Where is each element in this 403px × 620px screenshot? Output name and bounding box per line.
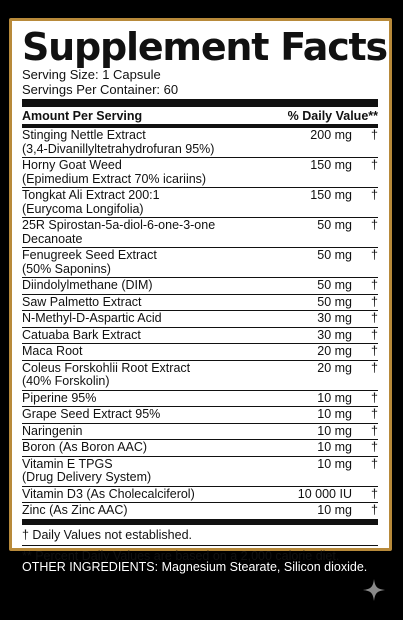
ingredient-row <box>22 328 378 345</box>
ingredient-detail: (Epimedium Extract 70% icariins) <box>22 171 207 186</box>
ingredient-name: Boron (As Boron AAC) <box>22 440 148 454</box>
ingredient-daily-value: † <box>371 456 378 471</box>
ingredient-name-cell <box>22 159 272 186</box>
ingredient-amount: 150 mg <box>310 158 352 172</box>
ingredient-detail: (3,4-Divanillyltetrahydrofuran 95%) <box>22 141 215 156</box>
ingredient-name: Fenugreek Seed Extract <box>22 248 157 262</box>
ingredient-name-cell <box>22 312 272 326</box>
ingredient-row <box>22 487 378 504</box>
ingredient-row <box>22 128 378 158</box>
ingredient-daily-value: † <box>371 248 378 262</box>
ingredient-name-cell <box>22 408 272 422</box>
ingredient-name: Vitamin D3 (As Cholecalciferol) <box>22 486 195 501</box>
ingredient-row <box>22 248 378 278</box>
divider-thick <box>22 99 378 107</box>
footnotes <box>22 525 378 563</box>
ingredient-name: Horny Goat Weed <box>22 158 122 172</box>
ingredient-daily-value: † <box>371 128 378 142</box>
ingredient-name-cell <box>22 504 272 518</box>
ingredient-list <box>22 128 378 520</box>
ingredient-amount: 20 mg <box>317 344 352 358</box>
ingredient-name: 25R Spirostan-5a-diol-6-one-3-one <box>22 218 216 232</box>
ingredient-name-cell <box>22 279 272 293</box>
ingredient-name-cell <box>22 219 272 246</box>
ingredient-amount: 10 mg <box>317 390 352 405</box>
ingredient-daily-value: † <box>371 486 378 501</box>
ingredient-amount: 10 000 IU <box>297 486 352 501</box>
ingredient-name: N-Methyl-D-Aspartic Acid <box>22 311 162 325</box>
ingredient-amount: 50 mg <box>317 248 352 262</box>
ingredient-amount: 10 mg <box>317 407 352 421</box>
ingredient-name: Stinging Nettle Extract <box>22 128 146 142</box>
ingredient-row <box>22 311 378 328</box>
ingredient-amount: 30 mg <box>317 311 352 325</box>
ingredient-daily-value: † <box>371 158 378 172</box>
ingredient-row <box>22 503 378 520</box>
ingredient-amount: 10 mg <box>317 423 352 438</box>
ingredient-daily-value: † <box>371 327 378 342</box>
ingredient-daily-value: † <box>371 218 378 232</box>
ingredient-amount: 50 mg <box>317 218 352 232</box>
ingredient-row <box>22 361 378 391</box>
ingredient-amount: 10 mg <box>317 456 352 471</box>
ingredient-daily-value: † <box>371 188 378 202</box>
ingredient-row <box>22 158 378 188</box>
panel-title: Supplement Facts <box>22 25 387 69</box>
ingredient-daily-value: † <box>371 407 378 421</box>
amount-header: Amount Per Serving <box>22 108 143 123</box>
ingredient-name-cell <box>22 488 272 502</box>
ingredient-amount: 50 mg <box>317 278 352 292</box>
ingredient-daily-value: † <box>371 278 378 292</box>
ingredient-detail: (50% Saponins) <box>22 261 111 276</box>
ingredient-name: Coleus Forskohlii Root Extract <box>22 360 191 375</box>
ingredient-name-cell <box>22 345 272 359</box>
ingredient-row <box>22 391 378 408</box>
ingredient-amount: 200 mg <box>310 128 352 142</box>
ingredient-amount: 150 mg <box>310 188 352 202</box>
ingredient-name: Grape Seed Extract 95% <box>22 407 161 421</box>
ingredient-name: Maca Root <box>22 344 83 358</box>
ingredient-daily-value: † <box>371 344 378 358</box>
ingredient-daily-value: † <box>371 360 378 375</box>
ingredient-amount: 30 mg <box>317 327 352 342</box>
supplement-facts-panel <box>22 25 387 563</box>
serving-size: Serving Size: 1 Capsule <box>22 67 161 82</box>
ingredient-daily-value: † <box>371 294 378 309</box>
sparkle-icon <box>362 578 386 602</box>
ingredient-name-cell <box>22 458 272 485</box>
ingredient-row <box>22 344 378 361</box>
percent-note: ** Percent Daily Values are based on a 2,000 calorie diet. <box>22 548 340 563</box>
ingredient-amount: 10 mg <box>317 503 352 517</box>
ingredient-row <box>22 188 378 218</box>
ingredient-detail: (Drug Delivery System) <box>22 470 152 484</box>
ingredient-name: Tongkat Ali Extract 200:1 <box>22 188 160 202</box>
ingredient-amount: 50 mg <box>317 294 352 309</box>
ingredient-name-cell <box>22 129 272 156</box>
ingredient-name-cell <box>22 296 272 310</box>
ingredient-row <box>22 424 378 441</box>
ingredient-name: Diindolylmethane (DIM) <box>22 278 153 292</box>
ingredient-name-cell <box>22 392 272 406</box>
daily-value-note: † Daily Values not established. <box>22 525 378 546</box>
ingredient-daily-value: † <box>371 440 378 454</box>
ingredient-detail: Decanoate <box>22 231 83 246</box>
ingredient-name-cell <box>22 329 272 343</box>
ingredient-name: Naringenin <box>22 423 83 438</box>
daily-value-header: % Daily Value** <box>287 108 378 123</box>
ingredient-name-cell <box>22 425 272 439</box>
ingredient-row <box>22 440 378 457</box>
ingredient-daily-value: † <box>371 390 378 405</box>
ingredient-name-cell <box>22 249 272 276</box>
ingredient-name-cell <box>22 189 272 216</box>
ingredient-amount: 20 mg <box>317 360 352 375</box>
ingredient-name: Piperine 95% <box>22 390 97 405</box>
ingredient-name-cell <box>22 362 272 389</box>
table-header <box>22 107 378 124</box>
ingredient-name: Vitamin E TPGS <box>22 456 113 471</box>
ingredient-row <box>22 457 378 487</box>
ingredient-name: Saw Palmetto Extract <box>22 294 142 309</box>
ingredient-row <box>22 295 378 312</box>
servings-per-container: Servings Per Container: 60 <box>22 82 179 97</box>
ingredient-detail: (Eurycoma Longifolia) <box>22 201 144 216</box>
ingredient-name: Catuaba Bark Extract <box>22 327 141 342</box>
ingredient-row <box>22 407 378 424</box>
ingredient-name: Zinc (As Zinc AAC) <box>22 503 128 517</box>
ingredient-daily-value: † <box>371 311 378 325</box>
ingredient-detail: (40% Forskolin) <box>22 374 110 388</box>
ingredient-daily-value: † <box>371 423 378 438</box>
ingredient-row <box>22 218 378 248</box>
ingredient-amount: 10 mg <box>317 440 352 454</box>
ingredient-daily-value: † <box>371 503 378 517</box>
ingredient-row <box>22 278 378 295</box>
other-ingredients: OTHER INGREDIENTS: Magnesium Stearate, Silicon dioxide. <box>22 560 368 574</box>
ingredient-name-cell <box>22 441 272 455</box>
